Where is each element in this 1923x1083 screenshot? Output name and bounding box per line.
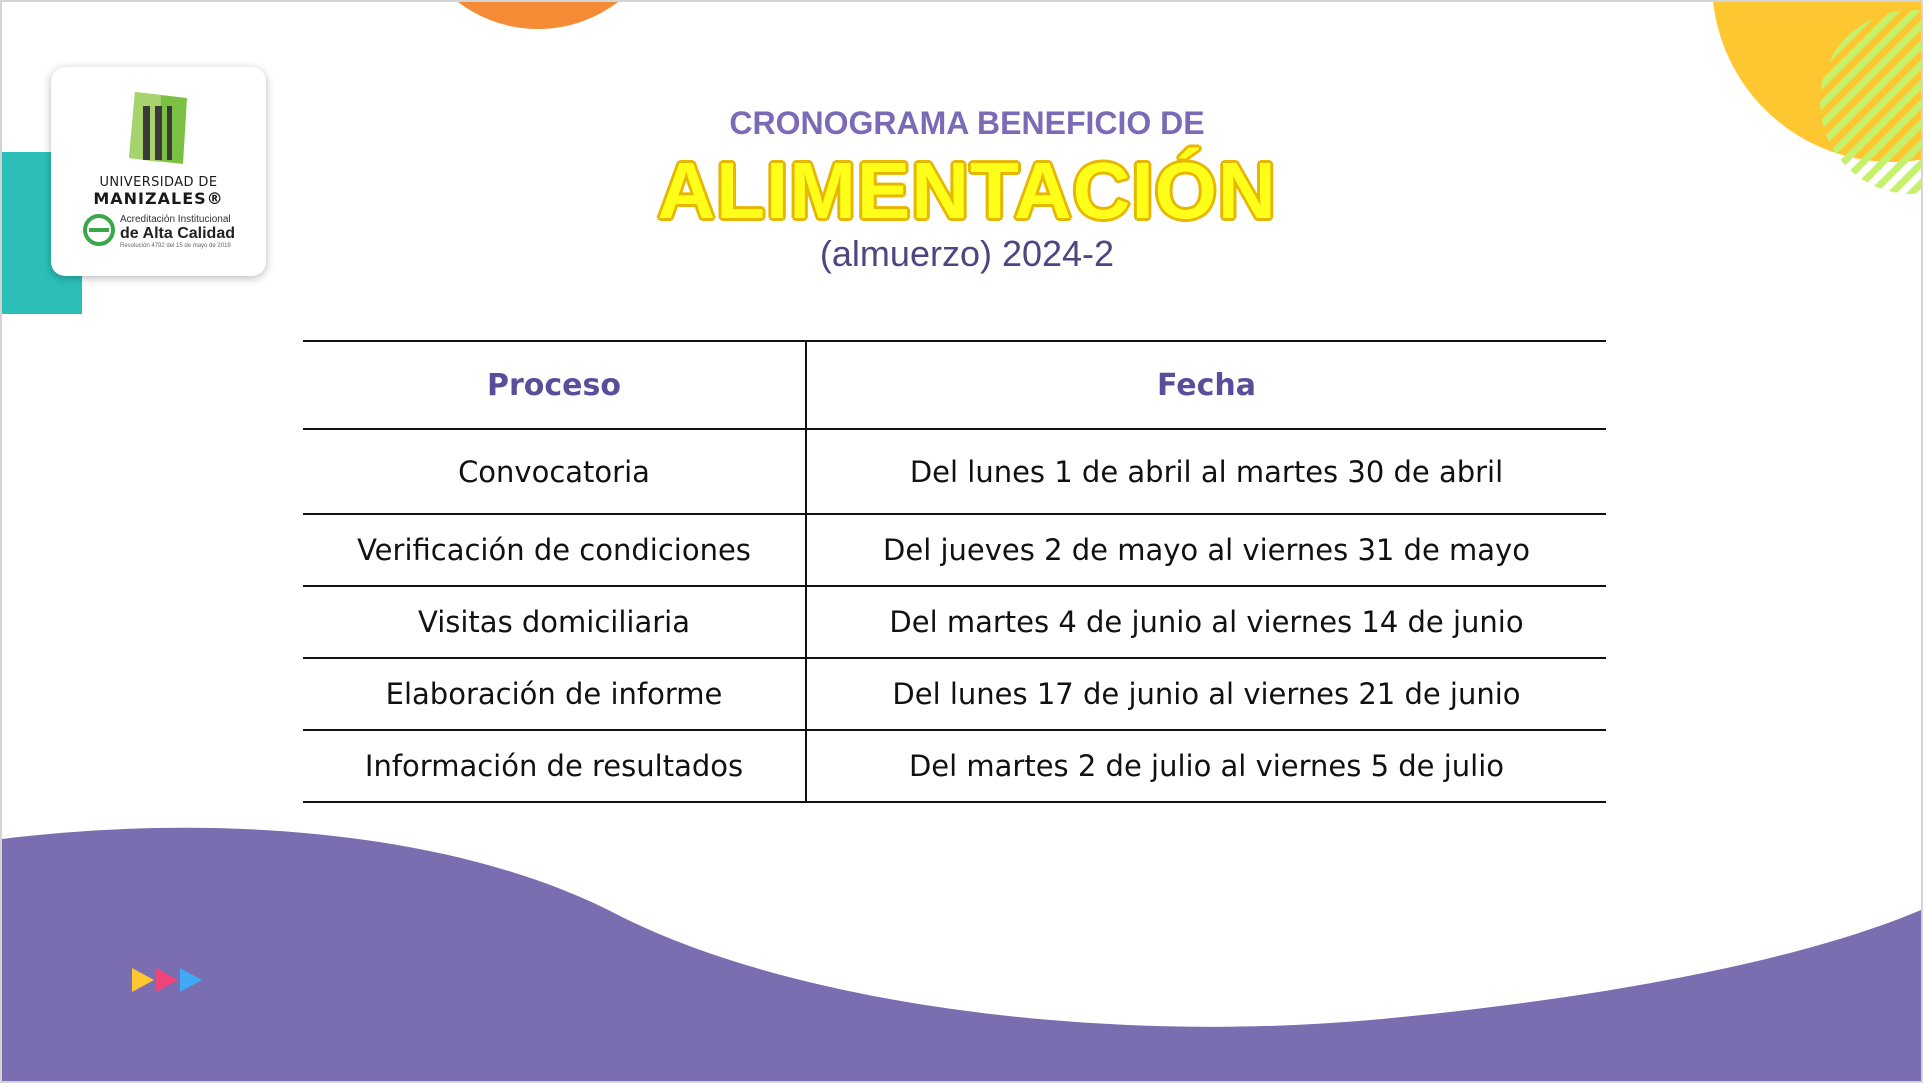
cell-fecha: Del martes 2 de julio al viernes 5 de julio bbox=[806, 730, 1606, 802]
cell-proceso: Elaboración de informe bbox=[303, 658, 806, 730]
university-logo-card bbox=[51, 67, 266, 276]
cell-fecha: Del lunes 1 de abril al martes 30 de abril bbox=[806, 429, 1606, 514]
accreditation-label: Acreditación Institucional bbox=[120, 214, 231, 225]
title-main: ALIMENTACIÓN bbox=[657, 146, 1277, 235]
university-logo-icon bbox=[129, 92, 187, 166]
title-subtitle: (almuerzo) 2024-2 bbox=[819, 233, 1115, 274]
play-arrows-icon bbox=[132, 966, 208, 994]
table-row bbox=[303, 730, 1606, 802]
cell-proceso: Convocatoria bbox=[303, 429, 806, 514]
cell-fecha: Del martes 4 de junio al viernes 14 de junio bbox=[806, 586, 1606, 658]
table-row bbox=[303, 429, 1606, 514]
university-name-line2: MANIZALES® bbox=[93, 189, 224, 208]
accreditation-seal-icon bbox=[82, 213, 116, 247]
table-row bbox=[303, 514, 1606, 586]
table-row bbox=[303, 658, 1606, 730]
orange-ring-decoration bbox=[390, 0, 690, 82]
title-top: CRONOGRAMA BENEFICIO DE bbox=[729, 105, 1205, 141]
cell-proceso: Información de resultados bbox=[303, 730, 806, 802]
accreditation-quality: de Alta Calidad bbox=[120, 225, 235, 242]
accreditation-resolution: Resolución 4792 del 15 de mayo de 2019 bbox=[120, 243, 231, 249]
yellow-circle-decoration bbox=[1662, 2, 1921, 202]
table-header-row bbox=[303, 341, 1606, 429]
header-fecha: Fecha bbox=[806, 341, 1606, 429]
cell-fecha: Del jueves 2 de mayo al viernes 31 de mayo bbox=[806, 514, 1606, 586]
table-row bbox=[303, 586, 1606, 658]
cell-proceso: Verificación de condiciones bbox=[303, 514, 806, 586]
header-proceso: Proceso bbox=[303, 341, 806, 429]
university-name-line1: UNIVERSIDAD DE bbox=[99, 175, 218, 190]
cell-proceso: Visitas domiciliaria bbox=[303, 586, 806, 658]
cell-fecha: Del lunes 17 de junio al viernes 21 de junio bbox=[806, 658, 1606, 730]
purple-wave-decoration bbox=[2, 822, 1921, 1083]
schedule-table bbox=[303, 340, 1606, 803]
